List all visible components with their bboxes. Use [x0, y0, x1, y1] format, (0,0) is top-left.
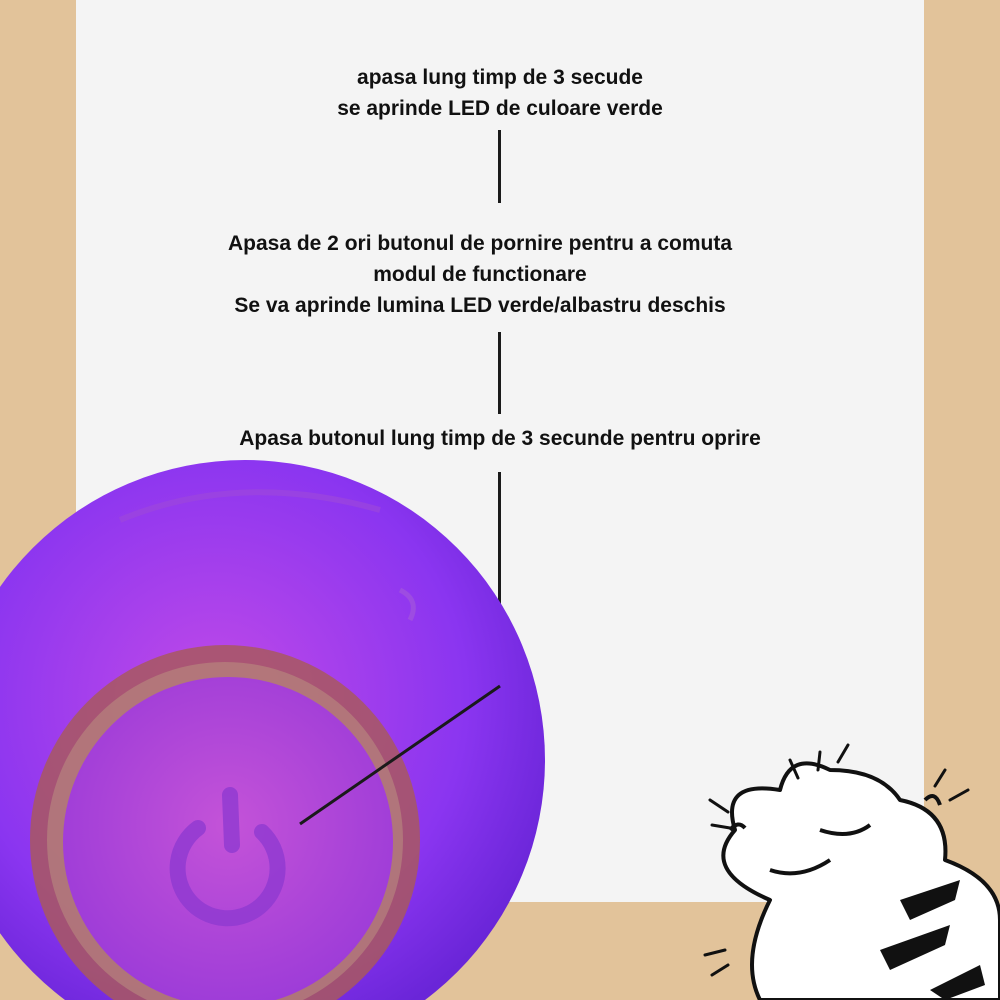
step-2-line-1: Apasa de 2 ori butonul de pornire pentru a comuta	[227, 232, 733, 255]
step-3-line-1: Apasa butonul lung timp de 3 secunde pentru oprire	[239, 427, 761, 450]
step-1-line-2: se aprinde LED de culoare verde	[337, 97, 663, 120]
step-2-line-3: Se va aprinde lumina LED verde/albastru deschis	[234, 294, 726, 317]
step-2-line-2: modul de functionare	[373, 263, 587, 286]
step-1-line-1: apasa lung timp de 3 secude	[357, 66, 643, 89]
